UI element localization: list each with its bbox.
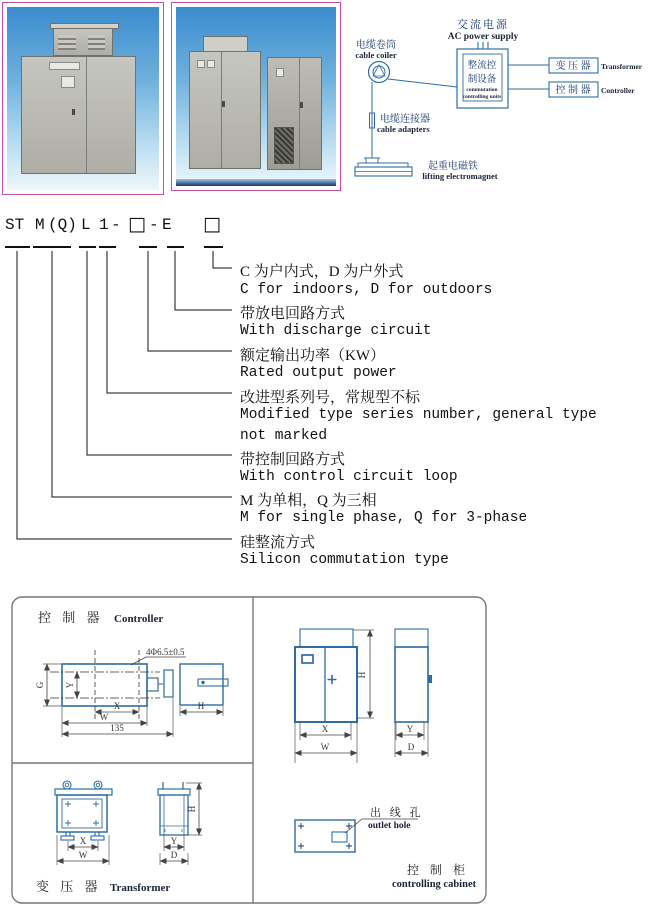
model-nomenclature [0,215,648,577]
door-sticker [276,68,284,77]
legend-site-en: C for indoors, D for outdoors [240,282,493,298]
cabinet-top-box [203,36,248,52]
transformer-top-plate [55,789,112,795]
dim-label-X-cabinet: X [321,724,329,734]
code-token-q: (Q) [48,216,77,234]
legend-phase-cn: M 为单相，Q 为三相 [240,493,377,509]
outlet-label-cn: 出 线 孔 [370,807,424,819]
cabinet-left-body [189,51,261,169]
code-token-dash: - [111,216,121,234]
door-sticker [197,60,205,68]
legend-series-cn: 改进型系列号，常规型不标 [240,390,421,406]
dim-label-Y-transformer: Y [170,836,178,846]
cabinet-body [21,56,137,173]
dim-label-Y-controller: Y [65,681,75,689]
legend-site-cn: C 为户内式，D 为户外式 [240,264,404,280]
outlet-hole-rect [332,832,347,842]
dim-label-G: G [35,681,45,689]
controller-label-cn: 控 制 器 [555,85,591,96]
vent-grille [88,35,106,50]
product-photo-single-cabinet [2,2,164,195]
dimension-drawings-panel [10,595,488,907]
cabinet-top-box [53,27,114,56]
cabinet-title-en: controlling cabinet [392,879,477,890]
transformer-drawing [36,781,202,894]
dim-label-D-cabinet: D [407,742,415,752]
controller-drawing [35,610,228,737]
code-token-m: M [35,216,45,234]
code-token-box-site: □ [203,213,221,235]
photo-background [176,7,336,186]
lifting-rings [63,781,102,789]
mounting-cross-marks [65,801,99,826]
controller-connector-box [147,678,158,691]
door-handle [72,109,75,115]
product-photo-two-cabinets [171,2,341,191]
ac-power-label-cn: 交流电源 [457,19,509,31]
ext-line [43,664,61,706]
cable-coiler-label-cn: 电缆卷筒 [356,40,396,51]
nameplate [49,62,81,70]
legend-phase-en: M for single phase, Q for 3-phase [240,510,528,526]
legend-silicon-cn: 硅整流方式 [240,535,316,551]
controller-side-view [180,664,223,705]
electromagnet-label-en: lifting electromagnet [422,171,498,181]
door-split [86,57,87,172]
dim-label-H-controller: H [197,701,205,711]
connector-silicon [17,251,232,539]
ac-input-lines [478,42,488,49]
transformer-title-cn: 变 压 器 [36,879,102,894]
connector-series [107,251,232,393]
code-token-e: E [162,216,172,234]
wire-pulley-to-unit [388,79,457,87]
connector-site [213,251,232,268]
vent-grille [274,127,294,164]
outlet-label-en: outlet hole [368,821,411,831]
transformer-label-en: Transformer [601,62,643,71]
cabinet-side-hat [395,629,428,647]
dim-label-W-transformer: W [78,850,88,860]
vent-grille [58,35,76,50]
dim-label-D-transformer: D [170,850,178,860]
legend-control-cn: 带控制回路方式 [240,452,346,468]
outlet-plate [295,820,355,852]
commutation-unit-en-line1: commutation [466,87,498,93]
holes-note: 4Φ6.5±0.5 [146,647,185,657]
controller-title-en: Controller [114,613,164,625]
code-token-st: ST [5,216,25,234]
cabinet-window [302,655,313,663]
cabinet-title-cn: 控 制 柜 [407,863,470,877]
commutation-unit-cn-line1: 整流控 [467,61,497,71]
connector-discharge [175,251,232,310]
code-token-1: 1 [99,216,109,234]
door-sticker [61,76,74,88]
door-handle [300,102,303,108]
commutation-unit-cn-line2: 制设备 [467,75,497,85]
dim-label-X-transformer: X [79,836,87,846]
transformer-front-view [57,795,107,832]
dim-label-W-controller: W [99,712,109,722]
controller-title-cn: 控 制 器 [38,610,104,625]
legend-series-en2: not marked [240,428,328,444]
dim-label-Y-cabinet: Y [406,724,414,734]
cable-adapters-label-en: cable adapters [377,124,430,134]
connector-control [87,251,232,455]
controller-label-en: Controller [601,86,635,95]
door-sticker [207,60,215,68]
handle-pivot-dot [201,681,204,684]
legend-control-en: With control circuit loop [240,469,458,485]
cabinet-front-hat [300,629,353,647]
controller-connector-plate [164,670,173,697]
cable-coiler-label-en: cable coiler [355,50,397,60]
system-schematic [340,8,648,193]
legend-power-en: Rated output power [240,365,397,381]
cabinet-right-body [267,57,321,170]
door-split [299,58,300,169]
door-handle [222,101,225,107]
cable-adapters-label-cn: 电缆连接器 [380,114,430,125]
legend-discharge-en: With discharge circuit [240,323,432,339]
dim-label-135: 135 [110,723,124,733]
ac-power-label-en: AC power supply [447,32,519,42]
lifting-electromagnet-icon [355,155,412,176]
plate-cross-marks [298,823,352,849]
legend-series-en: Modified type series number, general type [240,407,597,423]
legend-power-cn: 额定输出功率（KW） [240,348,385,364]
cabinet-drawing [295,629,477,890]
connector-phase [52,251,232,497]
cabinet-top-lid [50,23,120,29]
legend-discharge-cn: 带放电回路方式 [240,306,346,322]
dim-label-W-cabinet: W [320,742,330,752]
cabinet-handle-cross [328,675,337,684]
photo-background [7,7,159,190]
transformer-title-en: Transformer [110,882,171,894]
transformer-side-view [158,782,190,835]
dim-label-H-transformer: H [187,805,197,813]
code-token-l: L [81,216,91,234]
cabinet-side-view [395,647,428,722]
electromagnet-label-cn: 起重电磁铁 [428,161,478,172]
dim-label-H-cabinet: H [357,671,367,679]
code-token-dash: - [149,216,159,234]
cabinet-side-handle [428,675,432,683]
door-split [221,52,222,168]
commutation-unit-en-line2: controlling units [462,94,502,100]
code-token-box-power: □ [128,213,146,235]
cabinet-front-view [295,647,357,722]
cable-coiler-pulley-icon [369,62,390,83]
floor-shadow [176,179,336,186]
transformer-label-cn: 变 压 器 [555,61,591,72]
dim-label-X-controller: X [113,701,121,711]
legend-silicon-en: Silicon commutation type [240,552,449,568]
connector-power [148,251,232,351]
